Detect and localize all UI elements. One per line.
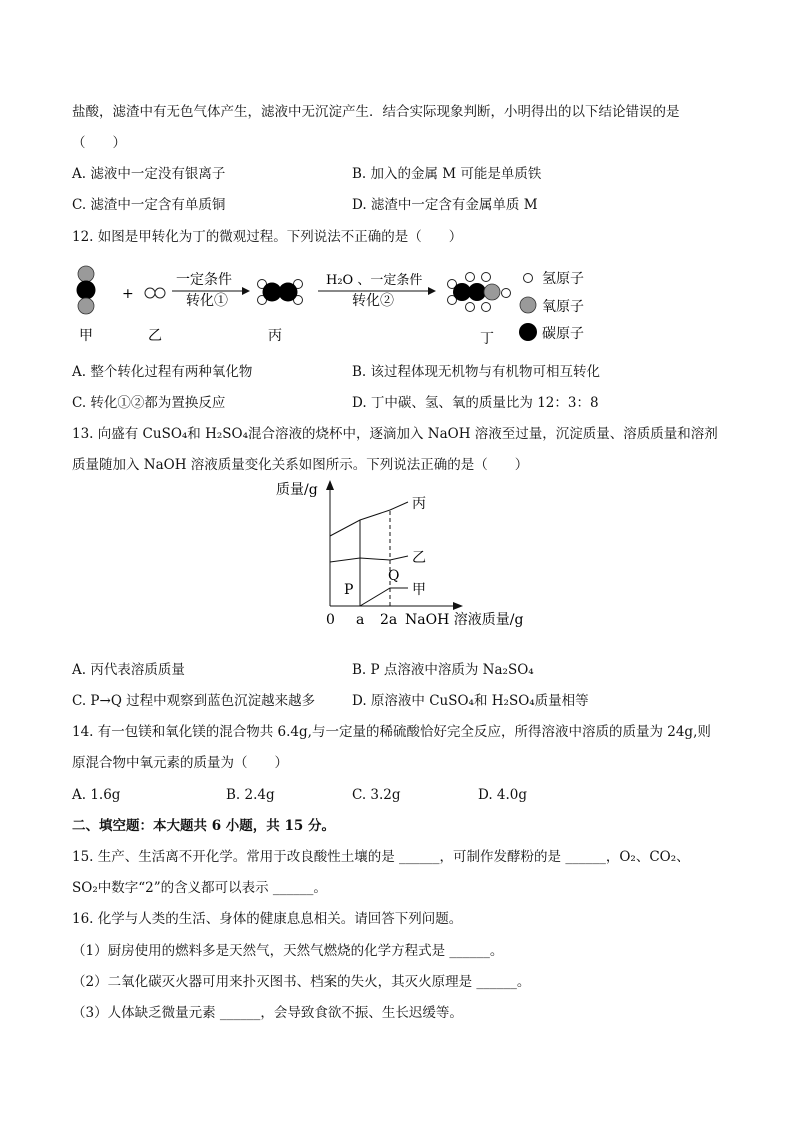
q13-stem-line2: 质量随加入 NaOH 溶液质量变化关系如图所示。下列说法正确的是（ ） bbox=[72, 457, 529, 473]
q14-option-b: B. 2.4g bbox=[226, 787, 275, 803]
arrow1-top-label: 一定条件 bbox=[176, 272, 232, 288]
legend-hydrogen: 氢原子 bbox=[542, 271, 584, 287]
q13-chart bbox=[0, 476, 794, 636]
label-jia: 甲 bbox=[79, 328, 93, 344]
arrow2-top-label: H₂O 、一定条件 bbox=[326, 273, 423, 288]
q12-option-a: A. 整个转化过程有两种氧化物 bbox=[72, 364, 253, 380]
x-tick-label: a bbox=[356, 612, 365, 628]
plus-sign: + bbox=[122, 286, 134, 302]
series-line-1 bbox=[330, 556, 408, 562]
series-line-2 bbox=[330, 588, 408, 606]
q11-option-b: B. 加入的金属 M 可能是单质铁 bbox=[352, 166, 542, 182]
legend-oxygen: 氧原子 bbox=[542, 299, 584, 315]
molecule-bing bbox=[258, 280, 303, 305]
x-tick-label: 2a bbox=[380, 612, 398, 628]
section-heading-fill-in: 二、填空题：本大题共 6 小题，共 15 分。 bbox=[72, 818, 335, 834]
point-labels bbox=[344, 568, 399, 598]
q12-option-c: C. 转化①②都为置换反应 bbox=[72, 395, 226, 411]
arrow1-bottom-label: 转化① bbox=[186, 293, 228, 309]
x-axis-label: NaOH 溶液质量/g bbox=[405, 612, 524, 628]
q15-line1: 15. 生产、生活离不开化学。常用于改良酸性土壤的是 ______，可制作发酵粉的是 ______，O₂、CO₂、 bbox=[72, 849, 690, 865]
q11-option-a: A. 滤液中一定没有银离子 bbox=[72, 166, 226, 182]
q12-stem: 12. 如图是甲转化为丁的微观过程。下列说法不正确的是（ ） bbox=[72, 229, 463, 245]
q14-stem-line2: 原混合物中氧元素的质量为（ ） bbox=[72, 755, 288, 771]
carbon-atom-icon bbox=[519, 323, 537, 341]
point-label: Q bbox=[388, 568, 400, 584]
q13-stem-line1: 13. 向盛有 CuSO₄和 H₂SO₄混合溶液的烧杯中，逐滴加入 NaOH 溶液至过量，沉淀质量、溶质质量和溶剂 bbox=[72, 426, 718, 442]
legend-carbon: 碳原子 bbox=[542, 326, 584, 342]
series-label: 乙 bbox=[412, 550, 426, 566]
q14-stem-line1: 14. 有一包镁和氧化镁的混合物共 6.4g,与一定量的稀硫酸恰好完全反应，所得溶液中溶质的质量为 24g,则 bbox=[72, 724, 711, 740]
q12-molecule-diagram bbox=[0, 260, 794, 360]
q11-option-c: C. 滤渣中一定含有单质铜 bbox=[72, 197, 226, 213]
arrow2-bottom-label: 转化② bbox=[352, 293, 394, 309]
series-label: 丙 bbox=[412, 496, 426, 512]
q13-option-d: D. 原溶液中 CuSO₄和 H₂SO₄质量相等 bbox=[352, 693, 589, 709]
arrow1-head bbox=[242, 287, 250, 295]
q13-option-c: C. P→Q 过程中观察到蓝色沉淀越来越多 bbox=[72, 693, 316, 709]
q11-stem-line2: （ ） bbox=[72, 135, 126, 151]
q15-line2: SO₂中数字“2”的含义都可以表示 ______。 bbox=[72, 880, 327, 896]
q16-item-3: （3）人体缺乏微量元素 ______，会导致食欲不振、生长迟缓等。 bbox=[72, 1005, 463, 1021]
point-label: P bbox=[344, 582, 354, 598]
q12-option-d: D. 丁中碳、氢、氧的质量比为 12：3：8 bbox=[352, 395, 599, 411]
q14-option-d: D. 4.0g bbox=[478, 787, 528, 803]
series-line-0 bbox=[330, 502, 408, 536]
y-axis-arrowhead bbox=[326, 480, 334, 490]
x-axis-arrowhead bbox=[453, 602, 463, 610]
q11-option-d: D. 滤渣中一定含有金属单质 M bbox=[352, 197, 538, 213]
q13-option-b: B. P 点溶液中溶质为 Na₂SO₄ bbox=[352, 662, 534, 678]
q16-item-1: （1）厨房使用的燃料多是天然气，天然气燃烧的化学方程式是 ______。 bbox=[72, 943, 504, 959]
molecule-ding bbox=[448, 273, 511, 312]
q14-option-a: A. 1.6g bbox=[72, 787, 121, 803]
oxygen-atom-icon bbox=[520, 297, 536, 313]
label-bing: 丙 bbox=[268, 328, 282, 344]
q12-option-b: B. 该过程体现无机物与有机物可相互转化 bbox=[352, 364, 601, 380]
label-ding: 丁 bbox=[480, 331, 494, 347]
atom-legend bbox=[519, 271, 584, 342]
arrow2-head bbox=[428, 287, 436, 295]
hydrogen-atom-icon bbox=[524, 274, 533, 283]
q13-option-a: A. 丙代表溶质质量 bbox=[72, 662, 185, 678]
label-yi: 乙 bbox=[148, 328, 162, 344]
x-tick-label: 0 bbox=[326, 612, 335, 628]
q16-item-2: （2）二氧化碳灭火器可用来扑灭图书、档案的失火，其灭火原理是 ______。 bbox=[72, 974, 531, 990]
molecule-yi bbox=[145, 288, 165, 298]
q11-stem-line1: 盐酸，滤渣中有无色气体产生，滤液中无沉淀产生．结合实际现象判断，小明得出的以下结论错误的是 bbox=[72, 104, 680, 120]
q16-stem: 16. 化学与人类的生活、身体的健康息息相关。请回答下列问题。 bbox=[72, 911, 463, 927]
q14-option-c: C. 3.2g bbox=[352, 787, 401, 803]
x-tick-labels bbox=[326, 612, 397, 628]
molecule-jia bbox=[77, 266, 96, 314]
series-label: 甲 bbox=[412, 582, 426, 598]
y-axis-label: 质量/g bbox=[276, 482, 318, 498]
